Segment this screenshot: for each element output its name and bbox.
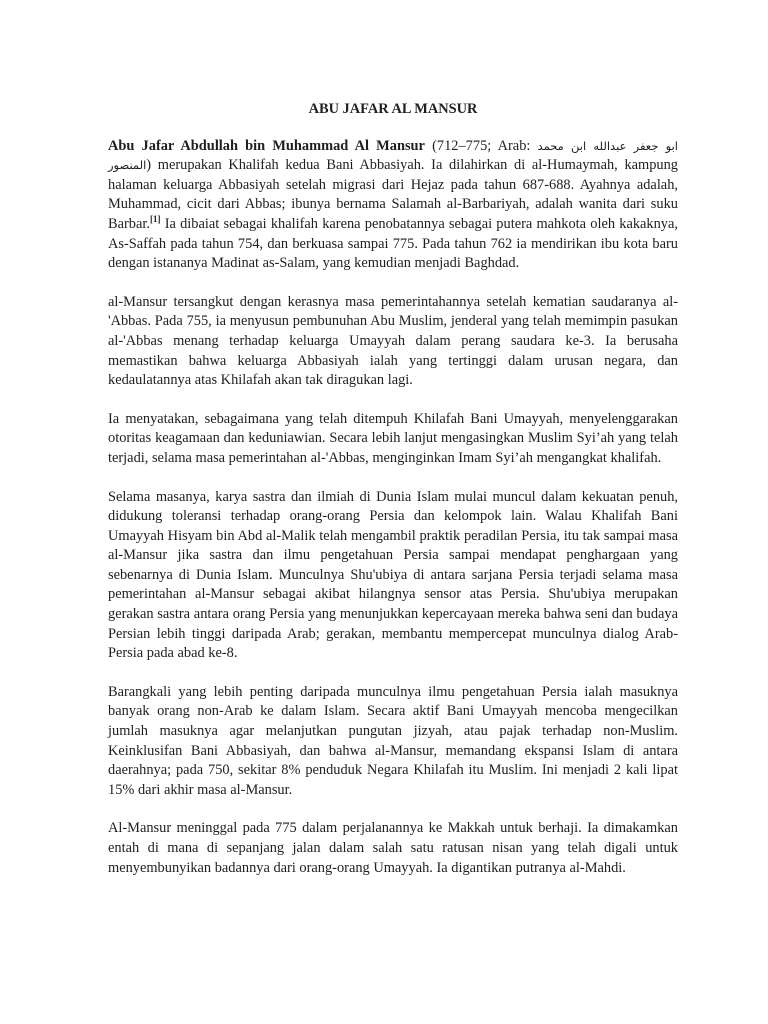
footnote-link[interactable]: [1] (149, 214, 161, 225)
birth-death-years: (712–775; Arab: (424, 137, 538, 154)
paragraph-reign: al-Mansur tersangkut dengan kerasnya masa pemerintahannya setelah kematian saudaranya al-'Abbas. Pada 755, ia menyusun pembunuhan Abu Muslim, jenderal yang telah memimpin pasukan al-'Abbas menang terhadap keluarga Umayyah dalam perang saudara ke-3. Ia berusaha memastikan bahwa keluarga Abbasiyah ialah yang tertinggi dalam urusan negara, dan kedaulatannya atas Khilafah akan tak diragukan lagi. (108, 293, 678, 389)
subject-name: Abu Jafar Abdullah bin Muhammad Al Mansur (108, 137, 425, 154)
paragraph-authority: Ia menyatakan, sebagaimana yang telah ditempuh Khilafah Bani Umayyah, menyelenggarakan otoritas keagamaan dan keduniawian. Secara lebih lanjut mengasingkan Muslim Syi’ah yang telah terjadi, selama masa pemerintahan al-'Abbas, menginginkan Imam Syi’ah mengangkat khalifah. (108, 410, 678, 466)
paragraph-death: Al-Mansur meninggal pada 775 dalam perjalanannya ke Makkah untuk berhaji. Ia dimakamkan entah di mana di sepanjang jalan dalam salah satu ratusan nisan yang telah digali untuk menyembunyikan badannya dari orang-orang Umayyah. Ia digantikan putranya al-Mahdi. (108, 820, 678, 876)
arabic-name: ابو جعفر عبدالله ابن محمد المنصور (108, 138, 678, 173)
paragraph-culture: Selama masanya, karya sastra dan ilmiah di Dunia Islam mulai muncul dalam kekuatan penuh, didukung toleransi terhadap orang-orang Persia dan kelompok lain. Walau Khalifah Bani Umayyah Hisyam bin Abd al-Malik telah mengambil praktik peradilan Persia, itu tak sampai masa al-Mansur jika sastra dan ilmu pengetahuan Persia sampai mendapat penghargaan yang sebenarnya di Dunia Islam. Munculnya Shu'ubiya di antara sarjana Persia terjadi selama masa pemerintahan al-Mansur sebagai akibat hilangnya sensor atas Persia. Shu'ubiya merupakan gerakan sastra antara orang Persia yang menunjukkan kepercayaan mereka bahwa seni dan budaya Persian lebih tinggi daripada Arab; gerakan, membantu mempercepat munculnya dialog Arab-Persia pada abad ke-8. (108, 488, 678, 662)
document-page (108, 100, 678, 897)
intro-text-1: ) merupakan Khalifah kedua Bani Abbasiyah. Ia dilahirkan di al-Humaymah, kampung halaman keluarga Abbasiyah setelah migrasi dari Hejaz pada tahun 687-688. Ayahnya adalah, Muhammad, cicit dari Abbas; ibunya bernama Salamah al-Barbariyah, adalah wanita dari suku Barbar. (108, 157, 678, 232)
intro-text-2: Ia dibaiat sebagai khalifah karena penobatannya sebagai putera mahkota oleh kakaknya, As-Saffah pada tahun 754, dan berkuasa sampai 775. Pada tahun 762 ia mendirikan ibu kota baru dengan istananya Madinat as-Salam, yang kemudian menjadi Baghdad. (108, 215, 678, 272)
paragraph-intro (108, 137, 678, 274)
paragraph-conversion: Barangkali yang lebih penting daripada munculnya ilmu pengetahuan Persia ialah masuknya banyak orang non-Arab ke dalam Islam. Secara aktif Bani Umayyah mencoba mengecilkan jumlah masuknya agar melanjutkan pungutan jizyah, atau pajak terhadap non-Muslim. Keinklusifan Bani Abbasiyah, dan bahwa al-Mansur, memandang ekspansi Islam di antara daerahnya; pada 750, sekitar 8% penduduk Negara Khilafah itu Muslim. Ini menjadi 2 kali lipat 15% dari akhir masa al-Mansur. (108, 683, 678, 798)
document-title: ABU JAFAR AL MANSUR (308, 101, 478, 117)
